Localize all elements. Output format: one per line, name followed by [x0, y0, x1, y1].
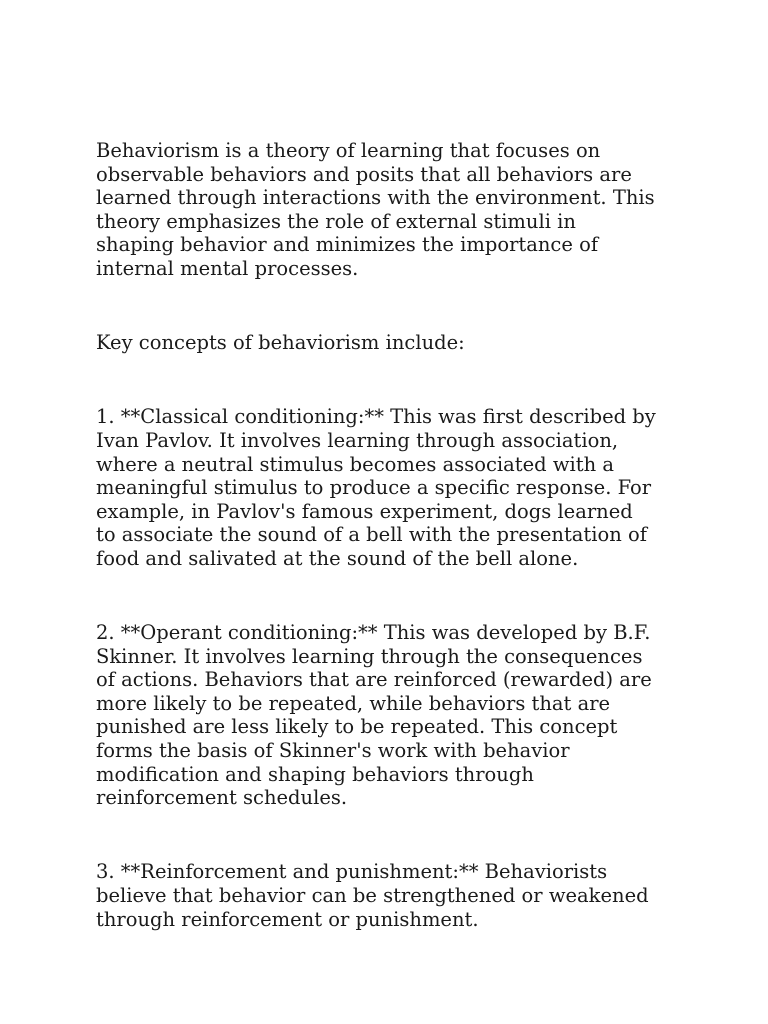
- operant-conditioning-paragraph: 2. **Operant conditioning:** This was developed by B.F. Skinner. It involves learning through the consequences of actions. Behaviors that are reinforced (rewarded) are more likely to be repeated, while behaviors that are punished are less likely to be repeated. This concept forms the basis of Skinner's work with behavior modification and shaping behaviors through reinforcement schedules.: [96, 621, 652, 810]
- classical-conditioning-paragraph: 1. **Classical conditioning:** This was first described by Ivan Pavlov. It involves learning through association, where a neutral stimulus becomes associated with a meaningful stimulus to produce a specific response. For example, in Pavlov's famous experiment, dogs learned to associate the sound of a bell with the presentation of food and salivated at the sound of the bell alone.: [96, 405, 656, 570]
- document-body: [96, 139, 656, 982]
- key-concepts-heading: Key concepts of behaviorism include:: [96, 331, 465, 355]
- intro-paragraph: Behaviorism is a theory of learning that focuses on observable behaviors and posits that all behaviors are learned through interactions with the environment. This theory emphasizes the role of external stimuli in shaping behavior and minimizes the importance of internal mental processes.: [96, 139, 655, 280]
- reinforcement-punishment-paragraph: 3. **Reinforcement and punishment:** Behaviorists believe that behavior can be strengthened or weakened through reinforcement or punishment.: [96, 860, 649, 931]
